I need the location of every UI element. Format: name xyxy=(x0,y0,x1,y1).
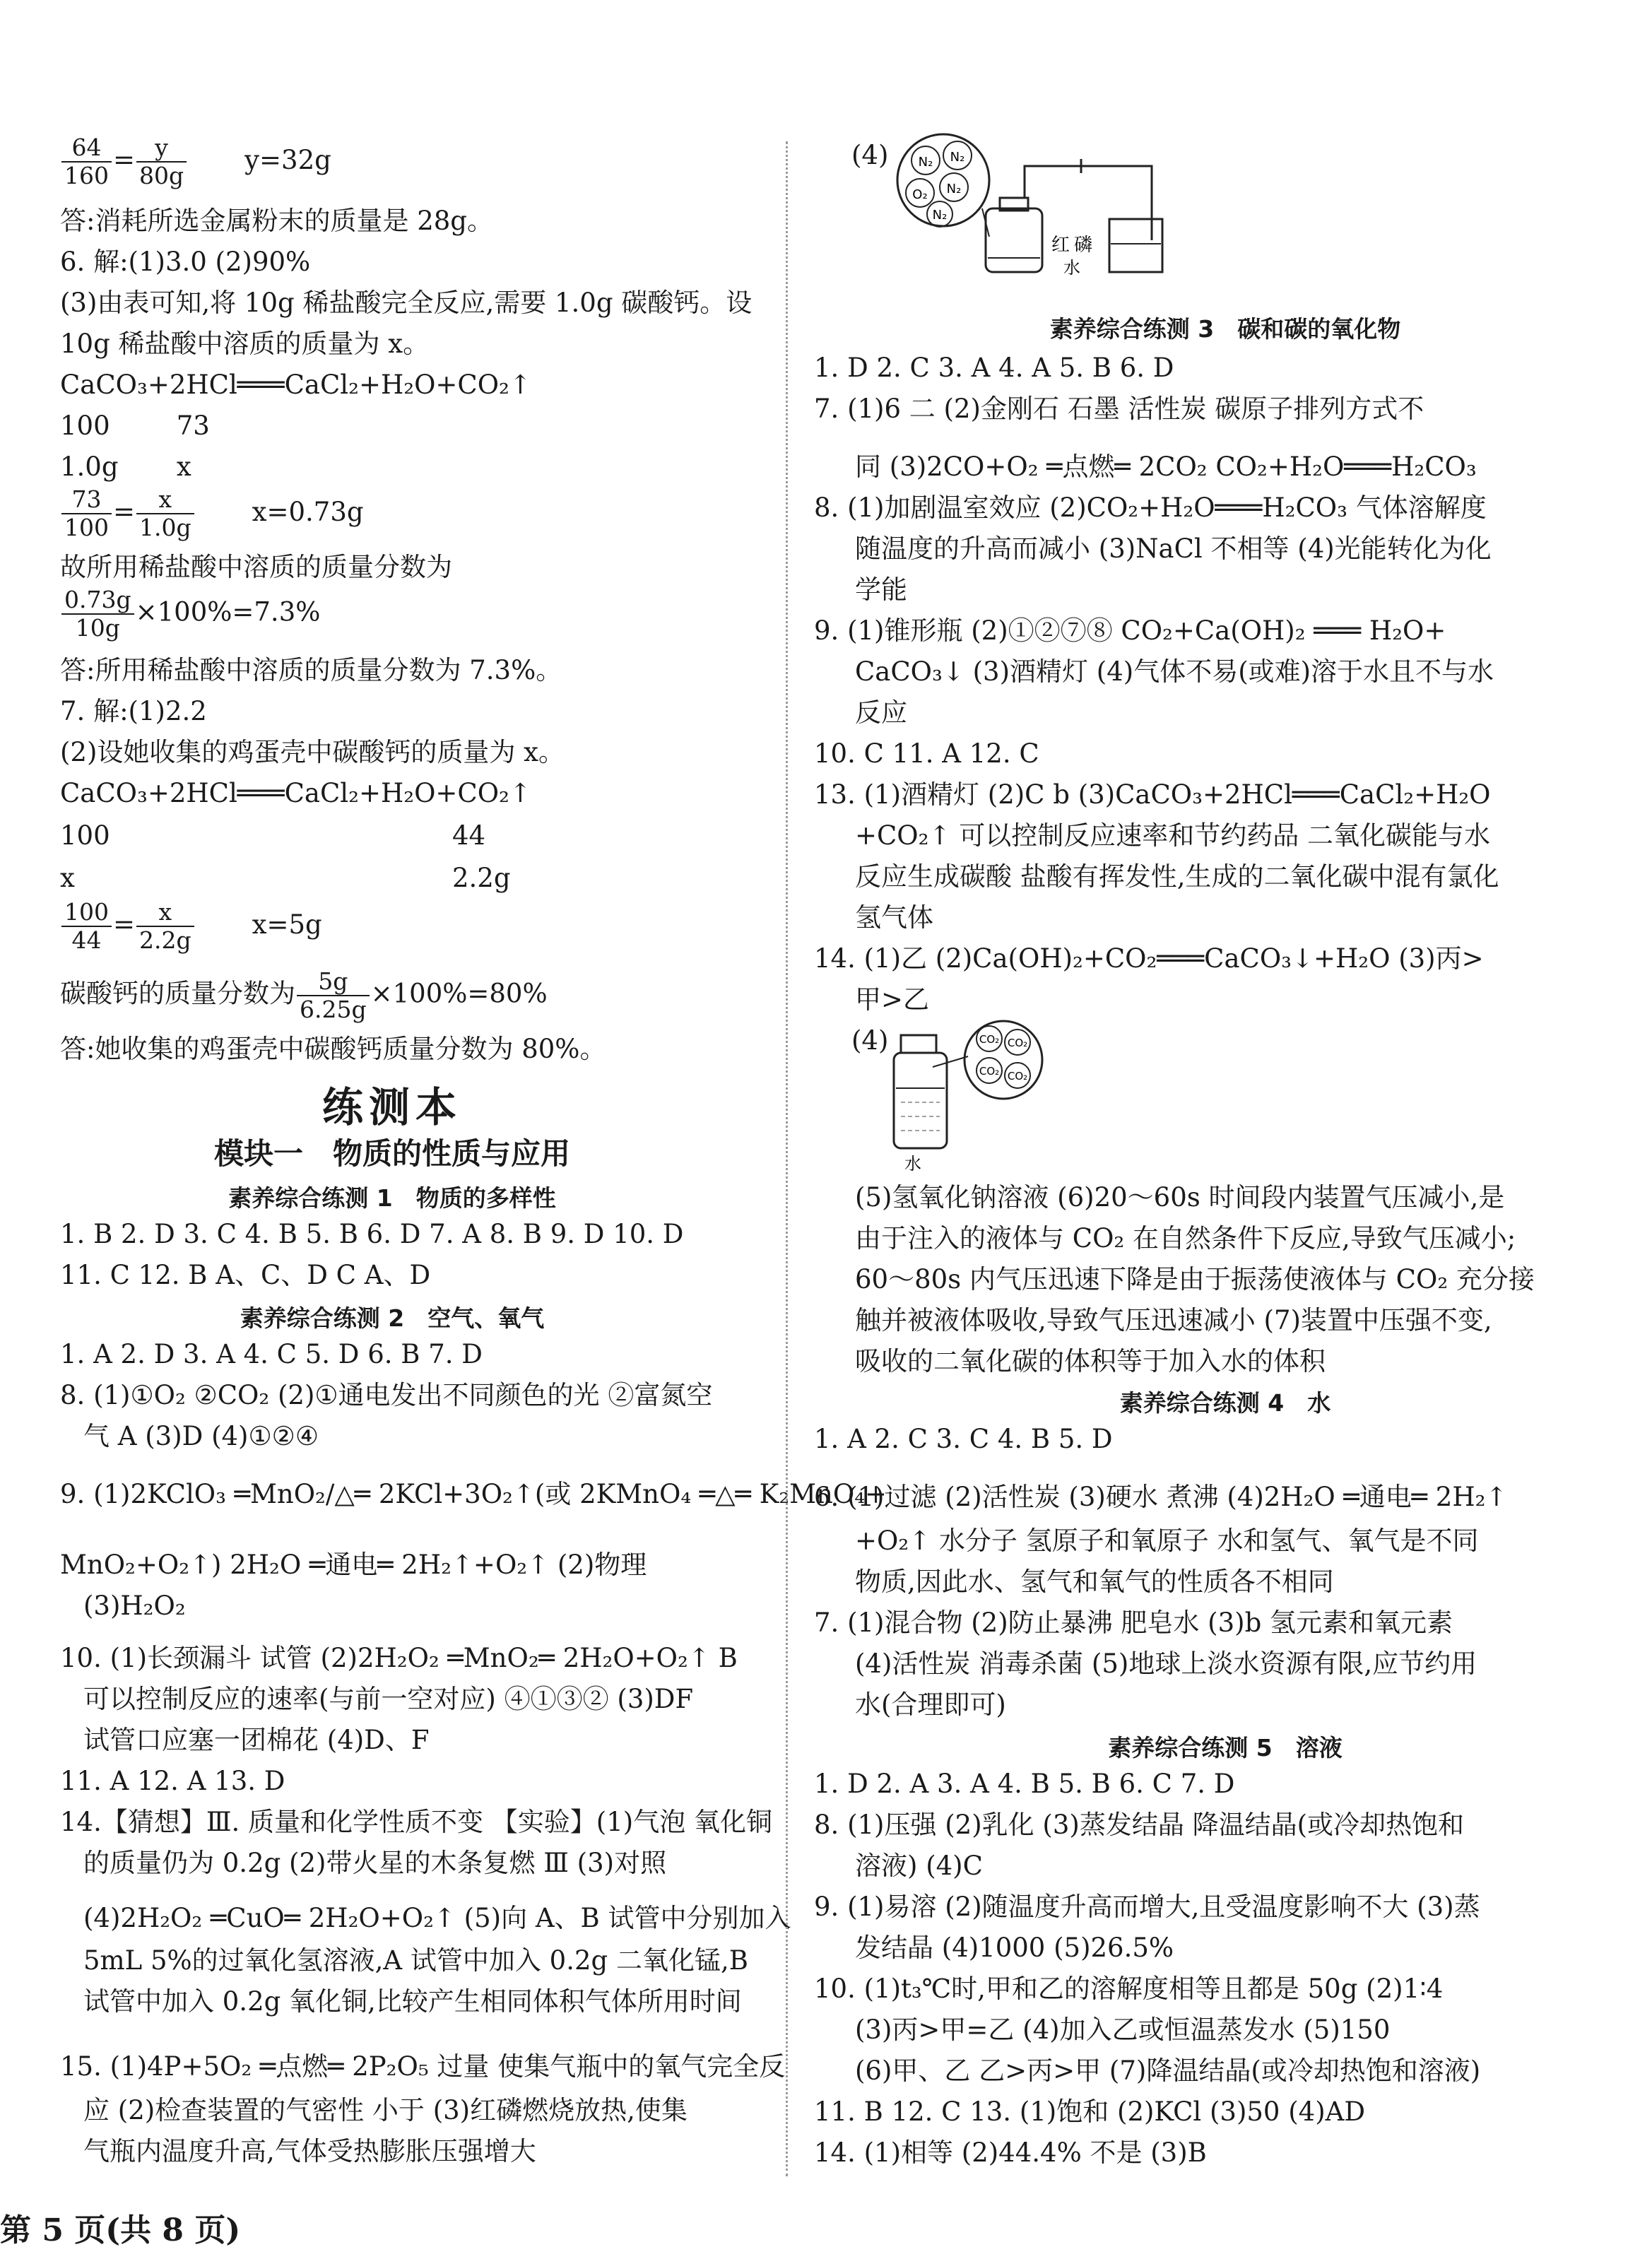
right-column xyxy=(798,0,1652,2259)
text-line: (3)由表可知,将 10g 稀盐酸完全反应,需要 1.0g 碳酸钙。设 xyxy=(60,288,753,318)
answer-row: CaCO₃↓ (3)酒精灯 (4)气体不易(或难)溶于水且不与水 xyxy=(855,656,1494,687)
equation-ratio: 碳酸钙的质量分数为 $\frac{5g}{6.25g}$ ×100%=80% xyxy=(60,967,548,1023)
answer-row: 发结晶 (4)1000 (5)26.5% xyxy=(855,1933,1174,1963)
text-line: 故所用稀盐酸中溶质的质量分数为 xyxy=(60,552,452,582)
answer-row: 吸收的二氧化碳的体积等于加入水的体积 xyxy=(855,1346,1326,1376)
answer-row: 试管中加入 0.2g 氧化铜,比较产生相同体积气体所用时间 xyxy=(83,1986,742,2017)
answer-row: 7. (1)6 二 (2)金刚石 石墨 活性炭 碳原子排列方式不 xyxy=(814,394,1424,424)
text-line: 44 xyxy=(452,820,486,851)
answer-row: 由于注入的液体与 CO₂ 在自然条件下反应,导致气压减小; xyxy=(855,1223,1516,1254)
answer-row: 学能 xyxy=(855,574,907,605)
section-title: 素养综合练测 3 碳和碳的氧化物 xyxy=(1049,315,1401,343)
answer-row: 气 A (3)D (4)①②④ xyxy=(83,1421,319,1451)
answer-row: 9. (1)易溶 (2)随温度升高而增大,且受温度影响不大 (3)蒸 xyxy=(814,1892,1480,1922)
answer-row: 1. D 2. A 3. A 4. B 5. B 6. C 7. D xyxy=(814,1769,1235,1799)
answer-row: 11. B 12. C 13. (1)饱和 (2)KCl (3)50 (4)AD xyxy=(814,2096,1366,2127)
equation-ratio: $\frac{64}{160}$ = $\frac{y}{80g}$ y=32g xyxy=(60,134,331,189)
answer-row: 1. A 2. C 3. C 4. B 5. D xyxy=(814,1424,1113,1454)
answer-row: 甲>乙 xyxy=(855,984,930,1015)
answer-row: 13. (1)酒精灯 (2)C b (3)CaCO₃+2HCl═══CaCl₂+H₂O xyxy=(814,779,1491,810)
answer-row: 1. D 2. C 3. A 4. A 5. B 6. D xyxy=(814,353,1174,383)
text-line: x xyxy=(60,863,75,893)
answer-row: 8. (1)①O₂ ②CO₂ (2)①通电发出不同颜色的光 ②富氮空 xyxy=(60,1380,713,1410)
svg-text:N₂: N₂ xyxy=(932,208,948,223)
svg-text:水: 水 xyxy=(1063,258,1080,278)
answer-row: 触并被液体吸收,导致气压迅速减小 (7)装置中压强不变, xyxy=(855,1305,1492,1335)
section-title: 素养综合练测 2 空气、氧气 xyxy=(240,1304,545,1332)
answer-row: 气瓶内温度升高,气体受热膨胀压强增大 xyxy=(83,2136,536,2166)
answer-row: 试管口应塞一团棉花 (4)D、F xyxy=(83,1725,430,1755)
answer-row: (6)甲、乙 乙>丙>甲 (7)降温结晶(或冷却热饱和溶液) xyxy=(855,2055,1481,2086)
svg-text:CO₂: CO₂ xyxy=(1007,1070,1028,1083)
subquestion-label: (4) xyxy=(851,140,889,170)
answer-row: 可以控制反应的速率(与前一空对应) ④①③② (3)DF xyxy=(83,1684,694,1714)
answer-row: 1. B 2. D 3. C 4. B 5. B 6. D 7. A 8. B 9. D 10. D xyxy=(60,1219,684,1249)
section-title: 素养综合练测 4 水 xyxy=(1119,1389,1331,1417)
svg-text:CO₂: CO₂ xyxy=(1007,1037,1028,1049)
answer-row: 物质,因此水、氢气和氧气的性质各不相同 xyxy=(855,1567,1334,1597)
text-line: 10g 稀盐酸中溶质的质量为 x。 xyxy=(60,329,430,359)
answer-row: 8. (1)压强 (2)乳化 (3)蒸发结晶 降温结晶(或冷却热饱和 xyxy=(814,1810,1465,1840)
svg-text:水: 水 xyxy=(904,1154,921,1173)
svg-text:N₂: N₂ xyxy=(918,155,933,170)
page-title: 练测本 xyxy=(321,1083,462,1131)
answer-row: 11. A 12. A 13. D xyxy=(60,1766,285,1796)
answer-row: MnO₂+O₂↑) 2H₂O ═通电═ 2H₂↑+O₂↑ (2)物理 xyxy=(60,1550,647,1580)
equation-ratio: $\frac{100}{44}$ = $\frac{x}{2.2g}$ x=5g xyxy=(60,899,322,954)
text-line: 100 xyxy=(60,820,110,851)
answer-row: (4)活性炭 消毒杀菌 (5)地球上淡水资源有限,应节约用 xyxy=(855,1648,1477,1679)
co2-bottle-diagram xyxy=(890,1018,1074,1173)
answer-row: 6. (1)过滤 (2)活性炭 (3)硬水 煮沸 (4)2H₂O ═通电═ 2H₂↑ xyxy=(814,1482,1508,1512)
answer-row: 14.【猜想】Ⅲ. 质量和化学性质不变 【实验】(1)气泡 氧化铜 xyxy=(60,1807,772,1837)
answer-row: (5)氢氧化钠溶液 (6)20～60s 时间段内装置气压减小,是 xyxy=(855,1182,1505,1213)
answer-row: 1. A 2. D 3. A 4. C 5. D 6. B 7. D xyxy=(60,1339,483,1369)
answer-row: 随温度的升高而减小 (3)NaCl 不相等 (4)光能转化为化 xyxy=(855,533,1492,564)
chemical-equation: CaCO₃+2HCl═══CaCl₂+H₂O+CO₂↑ xyxy=(60,778,531,808)
answer-row: 反应生成碳酸 盐酸有挥发性,生成的二氧化碳中混有氯化 xyxy=(855,861,1499,892)
answer-row: 11. C 12. B A、C、D C A、D xyxy=(60,1260,431,1290)
answer-row: (4)2H₂O₂ ═CuO═ 2H₂O+O₂↑ (5)向 A、B 试管中分别加入 xyxy=(83,1903,791,1933)
svg-text:N₂: N₂ xyxy=(950,150,965,165)
subquestion-label: (4) xyxy=(851,1025,889,1056)
text-line: (2)设她收集的鸡蛋壳中碳酸钙的质量为 x。 xyxy=(60,737,565,767)
page-footer: 第 5 页(共 8 页) xyxy=(0,2212,241,2248)
answer-row: (3)H₂O₂ xyxy=(83,1591,186,1621)
text-line: 100 73 xyxy=(60,411,210,441)
answer-row: 同 (3)2CO+O₂ ═点燃═ 2CO₂ CO₂+H₂O═══H₂CO₃ xyxy=(855,452,1477,482)
answer-row: 9. (1)2KClO₃ ═MnO₂/△═ 2KCl+3O₂↑(或 2KMnO₄ ═△═ K₂MnO₄+ xyxy=(60,1479,887,1509)
text-line: 2.2g xyxy=(452,863,511,893)
answer-row: 氢气体 xyxy=(855,902,933,933)
section-title: 素养综合练测 1 物质的多样性 xyxy=(228,1184,556,1212)
answer-row: 反应 xyxy=(855,697,907,728)
answer-row: 5mL 5%的过氧化氢溶液,A 试管中加入 0.2g 二氧化锰,B xyxy=(83,1945,748,1976)
answer-text: 答:消耗所选金属粉末的质量是 28g。 xyxy=(60,206,493,236)
answer-row: 10. C 11. A 12. C xyxy=(814,738,1039,769)
svg-text:CO₂: CO₂ xyxy=(979,1065,1000,1078)
chemical-equation: CaCO₃+2HCl═══CaCl₂+H₂O+CO₂↑ xyxy=(60,370,531,400)
answer-row: 10. (1)t₃℃时,甲和乙的溶解度相等且都是 50g (2)1∶4 xyxy=(814,1974,1444,2004)
text-line: 1.0g x xyxy=(60,452,191,482)
module-title: 模块一 物质的性质与应用 xyxy=(213,1136,570,1171)
answer-row: 的质量仍为 0.2g (2)带火星的木条复燃 Ⅲ (3)对照 xyxy=(83,1848,667,1878)
svg-text:磷: 磷 xyxy=(1074,235,1093,256)
answer-row: 水(合理即可) xyxy=(855,1689,1006,1720)
svg-text:O₂: O₂ xyxy=(912,187,928,202)
answer-row: 14. (1)乙 (2)Ca(OH)₂+CO₂═══CaCO₃↓+H₂O (3)丙> xyxy=(814,943,1484,974)
answer-row: 溶液) (4)C xyxy=(855,1851,983,1881)
svg-text:N₂: N₂ xyxy=(946,182,962,196)
answer-row: +O₂↑ 水分子 氢原子和氧原子 水和氢气、氧气是不同 xyxy=(855,1526,1479,1556)
answer-row: 7. (1)混合物 (2)防止暴沸 肥皂水 (3)b 氢元素和氧元素 xyxy=(814,1608,1453,1638)
question-6: 6. 解:(1)3.0 (2)90% xyxy=(60,247,311,277)
answer-row: 8. (1)加剧温室效应 (2)CO₂+H₂O═══H₂CO₃ 气体溶解度 xyxy=(814,493,1487,523)
svg-text:CO₂: CO₂ xyxy=(979,1033,1000,1046)
column-divider xyxy=(786,141,788,2176)
equation-ratio: $\frac{73}{100}$ = $\frac{x}{1.0g}$ x=0.73g xyxy=(60,486,364,541)
answer-row: 15. (1)4P+5O₂ ═点燃═ 2P₂O₅ 过量 使集气瓶中的氧气完全反 xyxy=(60,2051,786,2082)
section-title: 素养综合练测 5 溶液 xyxy=(1108,1734,1343,1762)
answer-row: +CO₂↑ 可以控制反应速率和节约药品 二氧化碳能与水 xyxy=(855,820,1491,851)
question-7: 7. 解:(1)2.2 xyxy=(60,696,207,726)
answer-row: 60～80s 内气压迅速下降是由于振荡使液体与 CO₂ 充分接 xyxy=(855,1264,1535,1294)
equation-ratio: $\frac{0.73g}{10g}$ ×100%=7.3% xyxy=(60,586,320,642)
answer-text: 答:她收集的鸡蛋壳中碳酸钙质量分数为 80%。 xyxy=(60,1034,606,1064)
answer-row: 9. (1)锥形瓶 (2)①②⑦⑧ CO₂+Ca(OH)₂ ═══ H₂O+ xyxy=(814,615,1446,646)
svg-text:红: 红 xyxy=(1051,235,1070,256)
red-phosphorus-apparatus-diagram xyxy=(883,131,1166,279)
answer-row: 10. (1)长颈漏斗 试管 (2)2H₂O₂ ═MnO₂═ 2H₂O+O₂↑ B xyxy=(60,1643,738,1673)
answer-row: (3)丙>甲=乙 (4)加入乙或恒温蒸发水 (5)150 xyxy=(855,2015,1391,2045)
answer-row: 14. (1)相等 (2)44.4% 不是 (3)B xyxy=(814,2137,1207,2168)
answer-text: 答:所用稀盐酸中溶质的质量分数为 7.3%。 xyxy=(60,655,562,685)
answer-row: 应 (2)检查装置的气密性 小于 (3)红磷燃烧放热,使集 xyxy=(83,2095,688,2125)
